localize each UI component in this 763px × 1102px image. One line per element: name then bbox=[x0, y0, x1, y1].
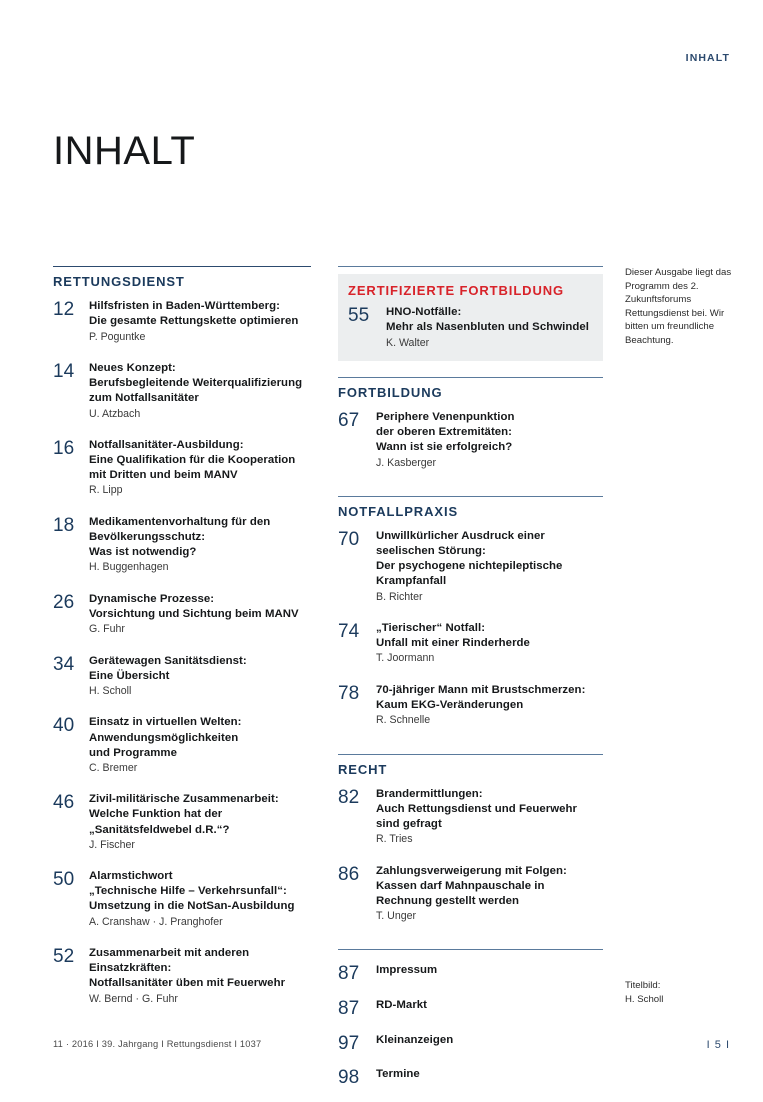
toc-entry[interactable] bbox=[338, 864, 603, 924]
toc-entry[interactable] bbox=[348, 305, 593, 350]
toc-entry[interactable] bbox=[53, 592, 311, 637]
toc-title-line: Auch Rettungsdienst und Feuerwehr bbox=[376, 802, 577, 815]
toc-entry-body bbox=[376, 787, 603, 847]
toc-page-number: 14 bbox=[53, 360, 75, 382]
toc-title-line: Kaum EKG-Veränderungen bbox=[376, 698, 524, 711]
section-heading: NOTFALLPRAXIS bbox=[338, 503, 459, 519]
toc-page-number: 74 bbox=[338, 620, 360, 642]
toc-entry-body bbox=[376, 621, 603, 666]
toc-entry[interactable] bbox=[53, 946, 311, 1006]
left-column bbox=[53, 266, 311, 1023]
section-rettungsdienst bbox=[53, 266, 311, 1006]
toc-entry[interactable] bbox=[53, 515, 311, 575]
toc-title-line: Unfall mit einer Rinderherde bbox=[376, 636, 530, 649]
toc-title-line: Notfallsanitäter-Ausbildung: bbox=[89, 438, 244, 451]
toc-title-line: Dynamische Prozesse: bbox=[89, 592, 215, 605]
running-head: INHALT bbox=[685, 52, 730, 64]
toc-title-line: Impressum bbox=[376, 964, 438, 977]
section-heading: RETTUNGSDIENST bbox=[53, 274, 185, 289]
toc-page-number: 87 bbox=[338, 963, 360, 985]
toc-title-line: seelischen Störung: bbox=[376, 544, 486, 557]
toc-title-line: und Programme bbox=[89, 746, 177, 759]
toc-author: A. Cranshaw · J. Pranghofer bbox=[89, 916, 223, 928]
toc-author: C. Bremer bbox=[89, 762, 138, 775]
toc-page-number: 34 bbox=[53, 653, 75, 675]
section-rule bbox=[338, 496, 603, 497]
toc-title-line: Welche Funktion hat der bbox=[89, 808, 223, 821]
toc-entry-body bbox=[89, 299, 311, 344]
highlight-box bbox=[338, 274, 603, 361]
toc-title-line: Termine bbox=[376, 1068, 420, 1081]
toc-author: J. Kasberger bbox=[376, 456, 437, 469]
page-title: INHALT bbox=[53, 128, 196, 173]
toc-title-line: Zusammenarbeit mit anderen bbox=[89, 947, 250, 960]
toc-entry[interactable] bbox=[338, 963, 603, 985]
toc-title-line: Vorsichtung und Sichtung beim MANV bbox=[89, 607, 299, 620]
toc-entry-body bbox=[376, 1067, 603, 1082]
section-notfallpraxis bbox=[338, 496, 603, 728]
toc-author: H. Scholl bbox=[89, 685, 132, 698]
toc-title-line: Krampfanfall bbox=[376, 574, 447, 587]
toc-author: R. Schnelle bbox=[376, 714, 431, 727]
toc-title-line: Hilfsfristen in Baden-Württemberg: bbox=[89, 300, 280, 312]
toc-title-line: Gerätewagen Sanitätsdienst: bbox=[89, 654, 247, 667]
toc-title-line: zum Notfallsanitäter bbox=[89, 391, 199, 404]
toc-page-number: 67 bbox=[338, 409, 360, 431]
middle-column bbox=[338, 266, 603, 1102]
section-misc-entries bbox=[338, 949, 603, 1088]
section-fortbildung bbox=[338, 377, 603, 470]
toc-entry[interactable] bbox=[338, 529, 603, 604]
toc-title-line: Kassen darf Mahnpauschale in bbox=[376, 879, 545, 892]
toc-title-line: Die gesamte Rettungskette optimieren bbox=[89, 315, 299, 328]
toc-author: U. Atzbach bbox=[89, 407, 141, 420]
toc-author: T. Unger bbox=[376, 910, 417, 923]
toc-entry[interactable] bbox=[338, 998, 603, 1020]
toc-entry-body bbox=[89, 715, 311, 775]
section-heading: FORTBILDUNG bbox=[338, 384, 443, 400]
toc-title-line: Zahlungsverweigerung mit Folgen: bbox=[376, 864, 567, 877]
section-zertifizierte-fortbildung bbox=[338, 266, 603, 361]
toc-title-line: Wann ist sie erfolgreich? bbox=[376, 440, 513, 453]
toc-entry[interactable] bbox=[53, 361, 311, 421]
toc-entry[interactable] bbox=[53, 654, 311, 699]
toc-entry-body bbox=[89, 792, 311, 852]
section-heading: ZERTIFIZIERTE FORTBILDUNG bbox=[348, 283, 565, 298]
toc-title-line: Medikamentenvorhaltung für den bbox=[89, 515, 271, 528]
toc-title-line: Umsetzung in die NotSan-Ausbildung bbox=[89, 900, 295, 913]
toc-title-line: 70-jähriger Mann mit Brustschmerzen: bbox=[376, 683, 586, 696]
toc-title-line: Einsatzkräften: bbox=[89, 962, 172, 975]
toc-entry[interactable] bbox=[53, 869, 311, 929]
toc-author: H. Buggenhagen bbox=[89, 561, 169, 574]
toc-entry-body bbox=[89, 592, 311, 637]
section-heading: RECHT bbox=[338, 761, 388, 777]
toc-title-line: Einsatz in virtuellen Welten: bbox=[89, 716, 242, 729]
toc-page-number: 40 bbox=[53, 715, 75, 737]
toc-entry[interactable] bbox=[338, 1033, 603, 1055]
toc-entry-body bbox=[376, 410, 603, 470]
toc-title-line: der oberen Extremitäten: bbox=[376, 425, 513, 438]
toc-page-number: 78 bbox=[338, 682, 360, 704]
toc-entry[interactable] bbox=[338, 410, 603, 470]
toc-entry[interactable] bbox=[53, 792, 311, 852]
toc-author: R. Tries bbox=[376, 833, 413, 846]
toc-page-number: 16 bbox=[53, 437, 75, 459]
toc-entry-body bbox=[376, 1033, 603, 1048]
toc-title-line: Notfallsanitäter üben mit Feuerwehr bbox=[89, 977, 286, 990]
toc-author: K. Walter bbox=[386, 336, 430, 349]
toc-author: J. Fischer bbox=[89, 839, 135, 852]
toc-entry[interactable] bbox=[53, 715, 311, 775]
toc-page-number: 52 bbox=[53, 946, 75, 968]
toc-title-line: „Sanitätsfeldwebel d.R.“? bbox=[89, 823, 230, 836]
toc-title-line: Brandermittlungen: bbox=[376, 787, 483, 800]
toc-page-number: 46 bbox=[53, 792, 75, 814]
toc-title-line: Eine Übersicht bbox=[89, 669, 170, 682]
right-column bbox=[625, 266, 735, 348]
toc-title-line: Berufsbegleitende Weiterqualifizierung bbox=[89, 376, 303, 389]
footer-page-number: I 5 I bbox=[706, 1039, 730, 1051]
toc-page-number: 86 bbox=[338, 863, 360, 885]
toc-title-line: Kleinanzeigen bbox=[376, 1033, 454, 1046]
issue-notice: Dieser Ausgabe liegt das Programm des 2. Zukunftsforums Rettungsdienst bei. Wir bitten um freundliche Beachtung. bbox=[625, 267, 732, 347]
toc-entry-body bbox=[386, 305, 593, 350]
toc-entry[interactable] bbox=[53, 438, 311, 498]
toc-author: W. Bernd · G. Fuhr bbox=[89, 992, 178, 1005]
section-recht bbox=[338, 754, 603, 924]
toc-page-number: 97 bbox=[338, 1032, 360, 1054]
toc-page-number: 55 bbox=[348, 305, 370, 326]
section-rule bbox=[53, 266, 311, 267]
toc-title-line: Zivil-militärische Zusammenarbeit: bbox=[89, 793, 279, 806]
toc-page-number: 87 bbox=[338, 997, 360, 1019]
toc-title-line: RD-Markt bbox=[376, 998, 428, 1011]
toc-author: P. Poguntke bbox=[89, 330, 146, 343]
spacer bbox=[338, 745, 603, 754]
toc-entry-body bbox=[376, 963, 603, 978]
toc-page-number: 12 bbox=[53, 299, 75, 320]
toc-title-line: mit Dritten und beim MANV bbox=[89, 468, 238, 481]
spacer bbox=[338, 940, 603, 949]
toc-entry[interactable] bbox=[338, 1067, 603, 1089]
toc-entry-body bbox=[89, 515, 311, 575]
toc-title-line: Neues Konzept: bbox=[89, 361, 176, 374]
toc-entry-body bbox=[89, 869, 311, 929]
toc-page-number: 82 bbox=[338, 786, 360, 808]
toc-page-number: 50 bbox=[53, 869, 75, 891]
section-rule bbox=[338, 949, 603, 950]
toc-entry-body bbox=[376, 529, 603, 604]
toc-entry-body bbox=[376, 998, 603, 1013]
toc-entry-body bbox=[89, 654, 311, 699]
toc-title-line: „Tierischer“ Notfall: bbox=[376, 621, 486, 634]
toc-author: T. Joormann bbox=[376, 652, 435, 665]
toc-page-number: 26 bbox=[53, 591, 75, 613]
toc-author: R. Lipp bbox=[89, 484, 123, 497]
toc-title-line: HNO-Notfälle: bbox=[386, 306, 462, 318]
toc-entry[interactable] bbox=[338, 621, 603, 666]
toc-title-line: Rechnung gestellt werden bbox=[376, 894, 519, 907]
section-rule bbox=[338, 266, 603, 267]
toc-page-number: 70 bbox=[338, 528, 360, 550]
footer-imprint: 11 · 2016 I 39. Jahrgang I Rettungsdienst I 1037 bbox=[53, 1039, 262, 1049]
section-rule bbox=[338, 754, 603, 755]
toc-entry-body bbox=[89, 361, 311, 421]
toc-title-line: Bevölkerungsschutz: bbox=[89, 530, 206, 543]
toc-entry-body bbox=[89, 438, 311, 498]
toc-entry-body bbox=[89, 946, 311, 1006]
toc-title-line: Alarmstichwort bbox=[89, 870, 173, 883]
toc-author: B. Richter bbox=[376, 590, 423, 603]
toc-title-line: Eine Qualifikation für die Kooperation bbox=[89, 453, 296, 466]
cover-credit-label: Titelbild: bbox=[625, 980, 661, 991]
toc-title-line: Anwendungsmöglichkeiten bbox=[89, 731, 239, 744]
toc-title-line: „Technische Hilfe – Verkehrsunfall“: bbox=[89, 885, 287, 898]
toc-entry[interactable] bbox=[338, 787, 603, 847]
toc-title-line: Periphere Venenpunktion bbox=[376, 410, 515, 423]
toc-title-line: Was ist notwendig? bbox=[89, 545, 197, 558]
section-rule bbox=[338, 377, 603, 378]
toc-entry-body bbox=[376, 864, 603, 924]
toc-title-line: sind gefragt bbox=[376, 817, 442, 830]
toc-entry-body bbox=[376, 683, 603, 728]
spacer bbox=[338, 487, 603, 496]
toc-page-number: 98 bbox=[338, 1067, 360, 1089]
toc-page-number: 18 bbox=[53, 514, 75, 536]
toc-entry[interactable] bbox=[338, 683, 603, 728]
toc-author: G. Fuhr bbox=[89, 623, 125, 636]
toc-title-line: Der psychogene nichtepileptische bbox=[376, 559, 563, 572]
toc-title-line: Unwillkürlicher Ausdruck einer bbox=[376, 529, 545, 542]
toc-title-line: Mehr als Nasenbluten und Schwindel bbox=[386, 321, 589, 334]
toc-entry[interactable] bbox=[53, 299, 311, 344]
cover-credit-name: H. Scholl bbox=[625, 993, 664, 1005]
cover-credit bbox=[625, 979, 663, 1006]
